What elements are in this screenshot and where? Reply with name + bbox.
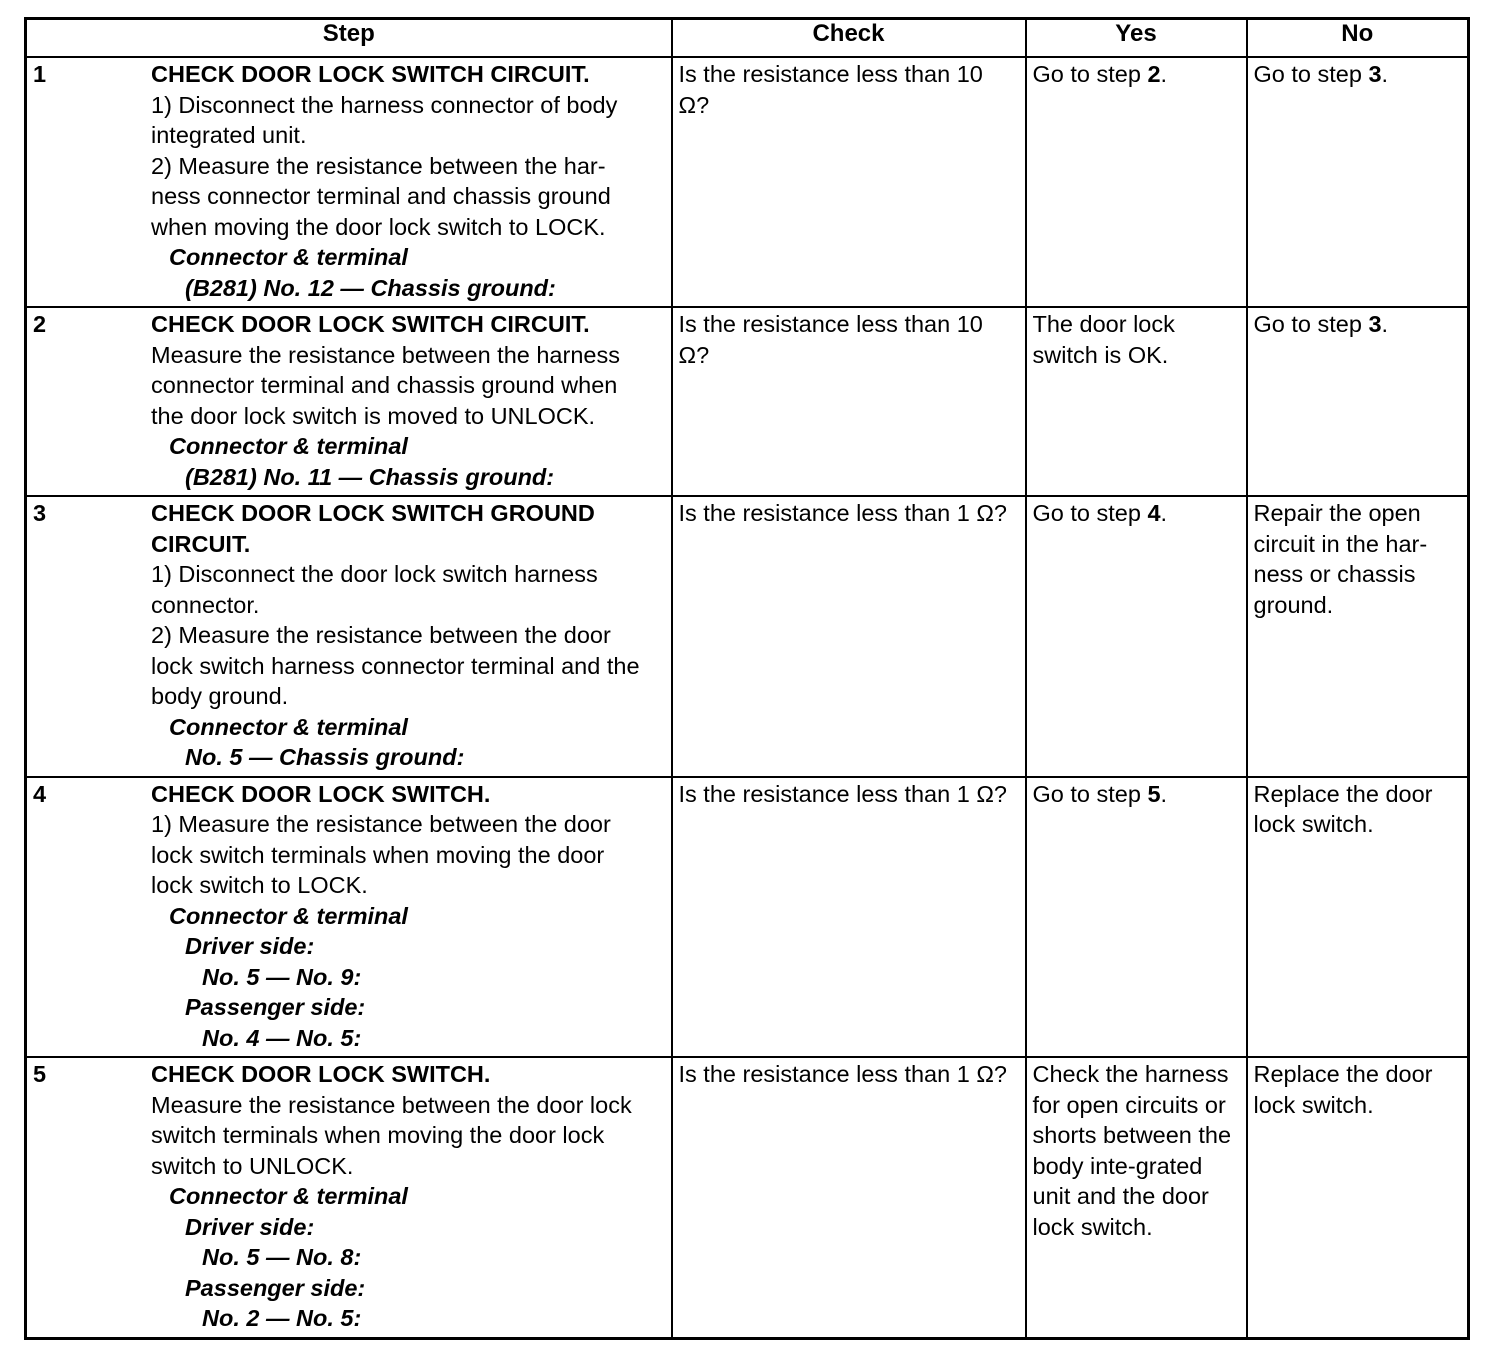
step-line: Measure the resistance between the harness bbox=[151, 341, 620, 368]
step-cell bbox=[26, 1057, 672, 1338]
yes-text: Go to step bbox=[1032, 780, 1148, 807]
header-no: No bbox=[1247, 19, 1469, 58]
no-cell: Replace the door lock switch. bbox=[1247, 1057, 1469, 1338]
no-step-ref: 3 bbox=[1368, 311, 1382, 337]
connector-side-label: Driver side: bbox=[185, 1213, 315, 1240]
step-number: 2 bbox=[33, 311, 47, 337]
step-number: 4 bbox=[33, 780, 47, 807]
yes-cell: The door lock switch is OK. bbox=[1026, 307, 1247, 496]
no-cell bbox=[1247, 307, 1469, 496]
step-line: Measure the resistance between the door lock bbox=[151, 1091, 632, 1118]
step-number: 5 bbox=[33, 1061, 47, 1087]
connector-side-label: Driver side: bbox=[185, 933, 315, 959]
step-cell bbox=[26, 57, 672, 307]
step-heading: CHECK DOOR LOCK SWITCH. bbox=[151, 780, 491, 807]
table-row bbox=[26, 57, 1469, 307]
step-line: when moving the door lock switch to LOCK. bbox=[151, 213, 606, 240]
connector-side-label: Passenger side: bbox=[185, 994, 366, 1020]
no-step-ref: 3 bbox=[1368, 61, 1382, 87]
no-cell bbox=[1247, 57, 1469, 307]
step-number: 3 bbox=[33, 500, 47, 526]
table-header-row bbox=[26, 19, 1469, 58]
yes-step-ref: 5 bbox=[1147, 780, 1161, 807]
step-heading: CHECK DOOR LOCK SWITCH CIRCUIT. bbox=[151, 61, 590, 87]
table-row bbox=[26, 307, 1469, 496]
no-text: Go to step bbox=[1253, 311, 1369, 337]
step-line: lock switch harness connector terminal and the bbox=[151, 652, 640, 679]
step-line: 2) Measure the resistance between the door bbox=[151, 622, 611, 648]
check-cell: Is the resistance less than 10 Ω? bbox=[672, 307, 1026, 496]
step-line: connector. bbox=[151, 591, 260, 618]
connector-side-label: Passenger side: bbox=[185, 1274, 366, 1301]
check-cell: Is the resistance less than 1 Ω? bbox=[672, 777, 1026, 1058]
step-line: 1) Disconnect the door lock switch harness bbox=[151, 561, 598, 587]
yes-cell bbox=[1026, 496, 1247, 777]
step-line: switch to UNLOCK. bbox=[151, 1152, 354, 1179]
table-row bbox=[26, 496, 1469, 777]
no-cell: Repair the open circuit in the har-ness or chassis ground. bbox=[1247, 496, 1469, 777]
no-text-end: . bbox=[1381, 61, 1389, 87]
header-yes: Yes bbox=[1026, 19, 1247, 58]
step-heading: CHECK DOOR LOCK SWITCH GROUND CIRCUIT. bbox=[151, 500, 595, 557]
connector-terminal-spec: (B281) No. 11 — Chassis ground: bbox=[185, 463, 555, 490]
connector-terminal-label: Connector & terminal bbox=[169, 1183, 408, 1209]
connector-terminal-spec: No. 2 — No. 5: bbox=[202, 1305, 362, 1331]
check-cell: Is the resistance less than 10 Ω? bbox=[672, 57, 1026, 307]
yes-text: Go to step bbox=[1032, 500, 1148, 526]
step-line: ness connector terminal and chassis ground bbox=[151, 183, 611, 209]
step-heading: CHECK DOOR LOCK SWITCH CIRCUIT. bbox=[151, 311, 590, 337]
yes-text: Go to step bbox=[1032, 61, 1148, 87]
step-number: 1 bbox=[33, 61, 47, 87]
connector-terminal-label: Connector & terminal bbox=[169, 244, 408, 270]
no-text: Go to step bbox=[1253, 61, 1369, 87]
step-line: 2) Measure the resistance between the har- bbox=[151, 152, 606, 179]
yes-cell bbox=[1026, 777, 1247, 1058]
diagnostic-table bbox=[24, 17, 1470, 1340]
step-cell bbox=[26, 777, 672, 1058]
check-cell: Is the resistance less than 1 Ω? bbox=[672, 496, 1026, 777]
connector-terminal-label: Connector & terminal bbox=[169, 713, 408, 740]
no-cell: Replace the door lock switch. bbox=[1247, 777, 1469, 1058]
step-line: body ground. bbox=[151, 683, 289, 709]
step-line: 1) Measure the resistance between the door bbox=[151, 811, 611, 837]
step-cell bbox=[26, 496, 672, 777]
step-cell bbox=[26, 307, 672, 496]
yes-text-end: . bbox=[1160, 780, 1168, 807]
connector-terminal-spec: No. 5 — No. 9: bbox=[202, 963, 362, 990]
table-row bbox=[26, 1057, 1469, 1338]
yes-text-end: . bbox=[1160, 500, 1168, 526]
header-check: Check bbox=[672, 19, 1026, 58]
yes-step-ref: 4 bbox=[1147, 500, 1161, 526]
connector-terminal-spec: No. 4 — No. 5: bbox=[202, 1024, 362, 1051]
step-line: the door lock switch is moved to UNLOCK. bbox=[151, 402, 596, 429]
step-line: lock switch terminals when moving the door bbox=[151, 841, 605, 868]
yes-step-ref: 2 bbox=[1147, 61, 1161, 87]
step-line: switch terminals when moving the door lock bbox=[151, 1122, 605, 1148]
step-line: connector terminal and chassis ground when bbox=[151, 372, 618, 398]
no-text-end: . bbox=[1381, 311, 1389, 337]
yes-text-end: . bbox=[1160, 61, 1168, 87]
connector-terminal-label: Connector & terminal bbox=[169, 902, 408, 929]
connector-terminal-spec: (B281) No. 12 — Chassis ground: bbox=[185, 274, 556, 301]
connector-terminal-label: Connector & terminal bbox=[169, 433, 408, 459]
step-line: integrated unit. bbox=[151, 122, 307, 148]
yes-cell bbox=[1026, 57, 1247, 307]
connector-terminal-spec: No. 5 — Chassis ground: bbox=[185, 744, 465, 770]
header-step: Step bbox=[26, 19, 672, 58]
step-heading: CHECK DOOR LOCK SWITCH. bbox=[151, 1061, 491, 1087]
yes-cell: Check the harness for open circuits or shorts between the body inte-grated unit and the door lock switch. bbox=[1026, 1057, 1247, 1338]
step-line: 1) Disconnect the harness connector of body bbox=[151, 91, 618, 118]
table-row bbox=[26, 777, 1469, 1058]
check-cell: Is the resistance less than 1 Ω? bbox=[672, 1057, 1026, 1338]
connector-terminal-spec: No. 5 — No. 8: bbox=[202, 1244, 362, 1270]
step-line: lock switch to LOCK. bbox=[151, 872, 368, 898]
